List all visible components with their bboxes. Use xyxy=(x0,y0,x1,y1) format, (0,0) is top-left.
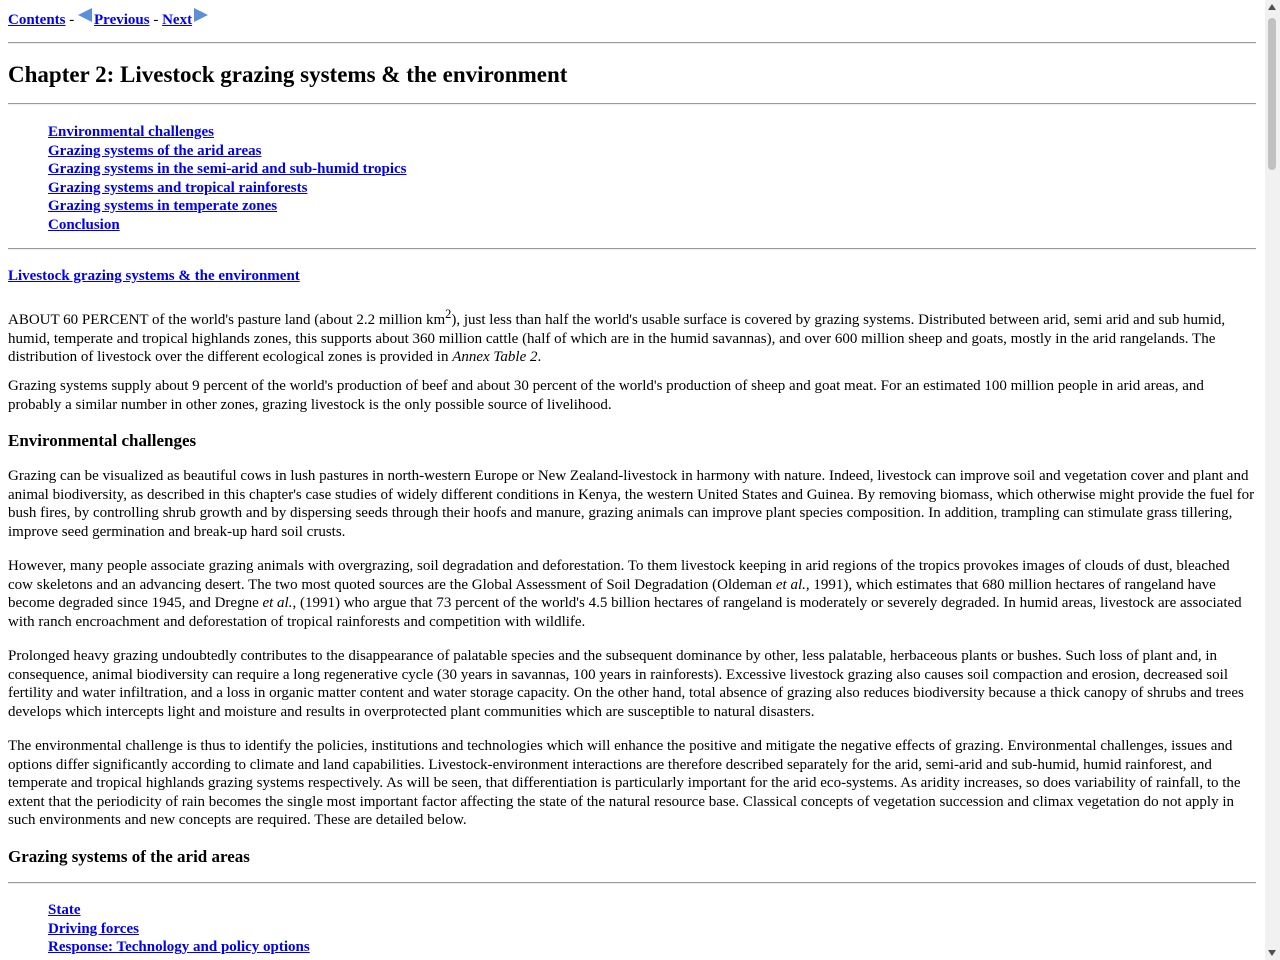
scroll-up-arrow-icon[interactable] xyxy=(1268,4,1276,10)
text-run: . xyxy=(537,349,542,365)
toc-item xyxy=(48,142,407,161)
arid-toc xyxy=(48,901,310,957)
toc-item xyxy=(48,938,310,957)
divider xyxy=(8,248,1256,250)
toc-link-tropical-rainforests[interactable]: Grazing systems and tropical rainforests xyxy=(48,179,308,196)
text-run: , 1991), which estimates that 680 million hectares of rangeland have become degraded since 1945, and Dregne xyxy=(8,576,1216,611)
annex-reference: Annex Table 2 xyxy=(452,349,538,365)
toc-item xyxy=(48,179,407,198)
superscript: 2 xyxy=(445,307,452,321)
divider xyxy=(8,882,1256,884)
toc-item xyxy=(48,901,310,920)
nav-separator: - xyxy=(149,12,163,28)
divider xyxy=(8,103,1256,105)
text-run: However, many people associate grazing animals with overgrazing, soil degradation and deforestation. To them livestock keeping in arid regions of the tropics provokes images of clouds of dust, bleached cow skeletons and an advancing desert. The two most quoted sources are the Global Assessment of Soil Degradation (Oldeman xyxy=(8,558,1230,593)
toc-item xyxy=(48,123,407,142)
paragraph: The environmental challenge is thus to identify the policies, institutions and technologies which will enhance the positive and mitigate the negative effects of grazing. Environmental challenges, issues and options differ significantly according to climate and land capabilities. Livestock-environment interactions are therefore described separately for the arid, semi-arid and sub-humid, humid rainforest, and temperate and tropical highlands grazing systems respectively. As will be seen, that differentiation is particularly important for the arid eco-systems. As aridity increases, so does variability of rainfall, to the extent that the periodicity of rain becomes the single most important factor affecting the state of the natural resource base. Classical concepts of vegetation succession and climax vegetation do not apply in such environments and new concepts are required. These are detailed below. xyxy=(8,738,1241,828)
previous-link[interactable]: Previous xyxy=(94,12,150,28)
intro-paragraph xyxy=(8,305,1258,367)
toc-link-temperate-zones[interactable]: Grazing systems in temperate zones xyxy=(48,198,278,214)
text-run: ABOUT 60 PERCENT of the world's pasture land (about 2.2 million km xyxy=(8,312,446,328)
toc-item xyxy=(48,920,310,939)
toc-item xyxy=(48,216,407,235)
section-heading-arid-areas: Grazing systems of the arid areas xyxy=(8,847,250,866)
toc-link-environmental-challenges[interactable]: Environmental challenges xyxy=(48,124,214,140)
toc-link-semi-arid-tropics[interactable]: Grazing systems in the semi-arid and sub-humid tropics xyxy=(48,161,407,177)
paragraph: Grazing systems supply about 9 percent of the world's production of beef and about 30 percent of the world's production of sheep and goat meat. For an estimated 100 million people in arid areas, and probably a similar number in other zones, grazing livestock is the only possible source of livelihood. xyxy=(8,378,1204,413)
vertical-scrollbar[interactable] xyxy=(1265,0,1280,960)
toc-item xyxy=(48,197,407,216)
citation-etal: et al. xyxy=(775,576,806,593)
chapter-title: Chapter 2: Livestock grazing systems & the environment xyxy=(8,62,568,87)
paragraph: Prolonged heavy grazing undoubtedly contributes to the disappearance of palatable species and the subsequent dominance by other, less palatable, herbaceous plants or bushes. Such loss of plant and, in consequence, animal biodiversity can require a long regenerative cycle (30 years in savannas, 100 years in rainforests). Excessive livestock grazing also causes soil compaction and erosion, decreased soil fertility and water infiltration, and a loss in organic matter content and water storage capacity. On the other hand, total absence of grazing also reduces biodiversity because a thick canopy of shrubs and trees develops which intercepts light and moisture and results in overprotected plant communities which are susceptible to natural disasters. xyxy=(8,648,1244,720)
text-run: , (1991) who argue that 73 percent of the world's 4.5 billion hectares of rangeland is moderately or severely degraded. In humid areas, livestock are associated with ranch encroachment and deforestation of tropical rainforests and competition with wildlife. xyxy=(8,595,1242,630)
citation-etal: et al. xyxy=(262,595,293,611)
section-link[interactable]: Livestock grazing systems & the environment xyxy=(8,268,300,284)
section-heading-environmental-challenges: Environmental challenges xyxy=(8,431,197,450)
scrollbar-thumb[interactable] xyxy=(1268,18,1276,170)
toc-item xyxy=(48,160,407,179)
toc-link-response-options[interactable]: Response: Technology and policy options xyxy=(48,939,310,955)
chapter-toc xyxy=(48,123,407,234)
paragraph xyxy=(8,557,1258,631)
toc-link-driving-forces[interactable]: Driving forces xyxy=(48,920,139,937)
scroll-down-arrow-icon[interactable] xyxy=(1268,950,1276,956)
nav-separator: - xyxy=(65,12,79,28)
toc-link-arid-areas[interactable]: Grazing systems of the arid areas xyxy=(48,142,262,159)
divider xyxy=(8,42,1256,44)
contents-link[interactable]: Contents xyxy=(8,12,66,28)
top-navigation xyxy=(8,8,208,30)
toc-link-state[interactable]: State xyxy=(48,902,81,918)
paragraph: Grazing can be visualized as beautiful cows in lush pastures in north-western Europe or New Zealand-livestock in harmony with nature. Indeed, livestock can improve soil and vegetation cover and plant and animal biodiversity, as described in this chapter's case studies of widely different conditions in Kenya, the western United States and Guinea. By removing biomass, which otherwise might provide the fuel for bush fires, by controlling shrub growth and by dispersing seeds through their hoofs and manure, grazing animals can improve plant species composition. In addition, trampling can stimulate grass tillering, improve seed germination and break-up hard soil crusts. xyxy=(8,468,1255,540)
text-run: ), just less than half the world's usable surface is covered by grazing systems. Distributed between arid, semi arid and sub humid, humid, temperate and tropical highlands zones, this supports about 360 million cattle (half of which are in the humid savannas), and over 600 million sheep and goats, mostly in the arid rangelands. The distribution of livestock over the different ecological zones is provided in xyxy=(8,312,1226,365)
next-link[interactable]: Next xyxy=(162,12,193,28)
toc-link-conclusion[interactable]: Conclusion xyxy=(48,216,120,233)
arrow-left-icon[interactable] xyxy=(78,8,92,22)
arrow-right-icon[interactable] xyxy=(194,8,208,22)
